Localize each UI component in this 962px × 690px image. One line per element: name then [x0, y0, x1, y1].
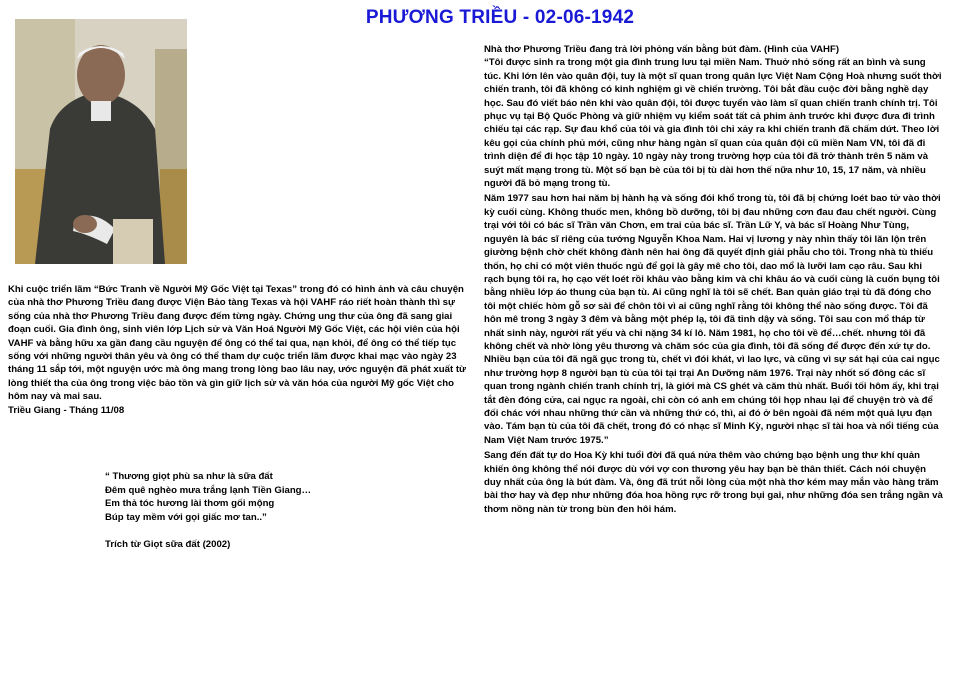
paragraph: Sang đến đất tự do Hoa Kỳ khi tuổi đời đã quá nửa thêm vào chứng bạo bệnh ung thư khí quản khiến ông không thể nói được dù với vợ con thương yêu hay bạn bè thân thiết. Cách nói chuyện duy nhất của ông là bút đàm. Và, ông đã trút nỗi lòng của một nhà thơ kém may mắn vào hàng trăm bài thơ hay và đẹp như những đóa hoa hồng rực rỡ trong bụi gai, như những đóa sen trắng ngần và thơm nồng nàn từ trong bùn đen hôi hám. [484, 450, 943, 515]
poem-line: Em thả tóc hương lài thơm gối mộng [105, 498, 275, 510]
left-body-text: Khi cuộc triển lãm “Bức Tranh về Người Mỹ Gốc Việt tại Texas” trong đó có hình ảnh và câu chuyện của nhà thơ Phương Triều đang được Viện Bảo tàng Texas và hội VAHF ráo riết hoàn thành thì sự sống của nhà thơ Phương Triều đang được đếm từng ngày. Chứng ung thư của ông đã sang giai đoạn cuối. Gia đình ông, sinh viên lớp Lịch sử và Văn Hoá Người Mỹ Gốc Việt, các hội viên của hội VAHF và bằng hữu xa gần đang cầu nguyện để ông có thể tai qua, nạn khỏi, để ông có thể tiếp tục sống với những người thân yêu và ông có thể tham dự cuộc triển lãm được khai mạc vào ngày 23 tháng 11 sắp tới, một nguyện ước mà ông mang trong lòng bao lâu nay, ước nguyện đã phát xuất từ lòng thiết tha của ông trong việc bảo tồn và gìn giữ lịch sử và văn hóa của người Mỹ gốc Việt cho hôm nay và mai sau. [8, 284, 466, 403]
poem-excerpt [105, 470, 405, 552]
portrait-photo [15, 19, 187, 264]
poem-source: Trích từ Giọt sữa đất (2002) [105, 539, 231, 551]
paragraph: “Tôi được sinh ra trong một gia đình trung lưu tại miền Nam. Thuở nhỏ sống rất an bình và sung túc. Khi lớn lên vào quân đội, tuy là một sĩ quan trong quân lực Việt Nam Cộng Hoà nhưng suốt thời chiến tranh, tôi đã không có kinh nghiệm gì về chiến trường. Tôi bắt đầu cuộc đời bằng nghề dạy học. Sau đó viết báo nên khi vào quân đội, tôi được tuyển vào làm sĩ quan chiến tranh chính trị. Tôi phục vụ tại Bộ Quốc Phòng và giữ nhiệm vụ kiểm soát tất cả phim ảnh trước khi được đưa đi trình chiếu tại các rạp. Sự đau khổ của tôi và gia đình tôi chỉ xảy ra khi chiến tranh đã chấm dứt. Theo lời kêu gọi của chính phủ mới, cũng như hàng ngàn sĩ quan của quân đội cũ miền Nam VN, tôi đã đi trình diện để đi học tập 10 ngày. 10 ngày này trong trường hợp của tôi đã trở thành trên 5 năm và suýt mất mạng trong tù. Một số bạn bè của tôi bị tù dài hơn thế nữa như 10, 15, 17 năm, và nhiều người đã bỏ mạng trong tù. [484, 57, 942, 190]
photo-caption: Nhà thơ Phương Triều đang trả lời phỏng vấn bằng bút đàm. (Hình của VAHF) [484, 44, 840, 55]
page-title: PHƯƠNG TRIỀU - 02-06-1942 [365, 7, 635, 28]
poem-line: “ Thương giọt phù sa như là sữa đất [105, 471, 273, 482]
author-signature: Triều Giang - Tháng 11/08 [8, 404, 125, 416]
poem-line: Đêm quê nghèo mưa trắng lạnh Tiền Giang… [105, 484, 312, 496]
poem-line: Búp tay mềm với gọi giấc mơ tan..” [105, 511, 267, 523]
paragraph: Năm 1977 sau hơn hai năm bị hành hạ và sống đói khổ trong tù, tôi đã bị chứng loét bao tử vào thời kỳ cuối cùng. Không thuốc men, không bồ dưỡng, tôi bị đau những cơn đau đau chết người. Cùng trại với tôi có bác sĩ Trần văn Chơn, em trai của bác sĩ. Trần Lữ Y, và bác sĩ Hoàng Như Tùng, nguyên là bác sĩ riêng của tướng Nguyễn Khoa Nam. Hai vị lương y này nhìn thấy tôi lăn lộn trên giường bệnh chờ chết không đành nên hai ông đã quyết định giải phẫu cho tôi. Trong nhà tù thiếu thốn, họ chỉ có một viên thuốc ngủ để gọi là gây mê cho tôi, dao mổ là lưỡi lam cạo râu. Sau khi rạch bụng tôi ra, họ cạo vết loét rồi khâu vào bằng kim và chỉ khâu áo và cuối cùng là cuốn bụng tôi bằng nhiều lớp áo thung của bạn tù. Ai cũng nghĩ là tôi sẽ chết. Ban quản giáo trại tù đã đóng cho tôi một chiếc hòm gỗ sơ sài để chôn tôi vì ai cũng nghĩ rằng tôi không thể nào sống được. Tôi đã hôn mê trong 3 ngày 3 đêm và bằng một phép lạ, tôi đã tỉnh dậy và sống. Tôi sau con mổ tháp từ nhất sinh này, người rất yếu và chỉ nặng 34 kí lô. Năm 1981, họ cho tôi về để…chết. nhưng tôi đã không chết và nhờ lòng yêu thương và chăm sóc của gia đình, tôi đã sống để được đến xứ tự do. Nhiều bạn của tôi đã ngã gục trong tù, chết vì đói khát, vì lao lực, và cũng vì sự sát hại của cai ngục như trường hợp 8 người bạn tù của tôi tại trại An Dưỡng năm 1976. Trại này nhốt số đông các sĩ quan trong ngành chiến tranh chính trị, là giới mà CS ghét và căm thù nhất. Buổi tối hôm ấy, khi trại tắt đèn đóng cửa, cai ngục ra ngoài, chỉ còn có anh em chúng tôi họp nhau lại để chuyện trò và để đối chác với nhau những thứ cần và những thứ có, thì, ai đó ở bên ngoài đã ném một quả lựu đạn vào. Tám bạn tù của tôi đã chết, trong đó có nhạc sĩ Minh Kỳ, người nhạc sĩ tài hoa và nổi tiếng của Nam Việt Nam trước 1975.” [484, 193, 941, 446]
right-article [484, 43, 944, 516]
left-article [8, 283, 471, 417]
